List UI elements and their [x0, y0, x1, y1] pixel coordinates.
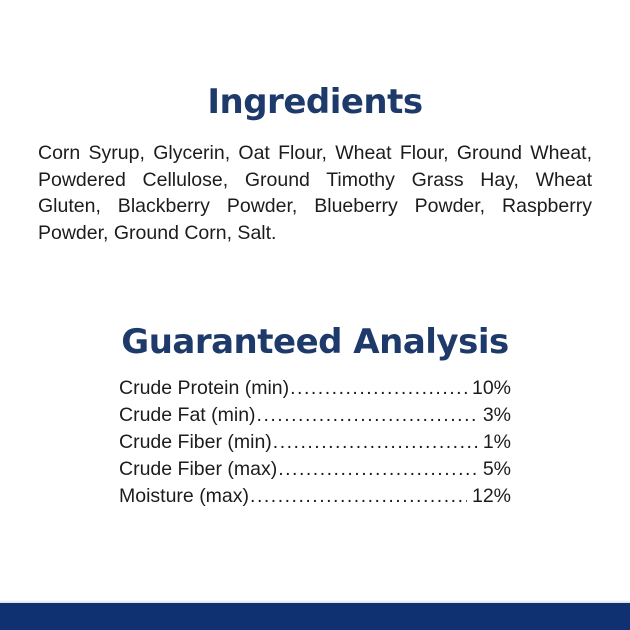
analysis-row-value: 5%	[482, 458, 511, 480]
analysis-row-label: Crude Fat (min)	[119, 404, 256, 426]
guaranteed-analysis-heading: Guaranteed Analysis	[121, 322, 509, 362]
analysis-row-value: 12%	[471, 485, 511, 507]
footer-navy-bar	[0, 603, 630, 630]
analysis-row-crude-fiber-max	[119, 456, 511, 483]
dot-leader	[249, 483, 467, 510]
analysis-row-label: Moisture (max)	[119, 485, 250, 507]
analysis-row-crude-protein-min	[119, 375, 511, 402]
dot-leader	[277, 456, 478, 483]
analysis-row-value: 3%	[482, 404, 511, 426]
analysis-row-value: 1%	[482, 431, 511, 453]
ingredients-list-text: Corn Syrup, Glycerin, Oat Flour, Wheat Flour, Ground Wheat, Powdered Cellulose, Ground Timothy Grass Hay, Wheat Gluten, Blackberry Powder, Blueberry Powder, Raspberry Powder, Ground Corn, Salt.	[38, 142, 592, 244]
analysis-row-label: Crude Fiber (min)	[119, 431, 272, 453]
analysis-row-moisture-max	[119, 483, 511, 510]
dot-leader	[272, 429, 478, 456]
dot-leader	[256, 402, 478, 429]
ingredients-heading: Ingredients	[207, 82, 423, 122]
analysis-row-crude-fat-min	[119, 402, 511, 429]
analysis-row-label: Crude Fiber (max)	[119, 458, 278, 480]
analysis-row-crude-fiber-min	[119, 429, 511, 456]
guaranteed-analysis-table	[119, 375, 511, 510]
dot-leader	[289, 375, 467, 402]
analysis-row-label: Crude Protein (min)	[119, 377, 290, 399]
analysis-row-value: 10%	[471, 377, 511, 399]
